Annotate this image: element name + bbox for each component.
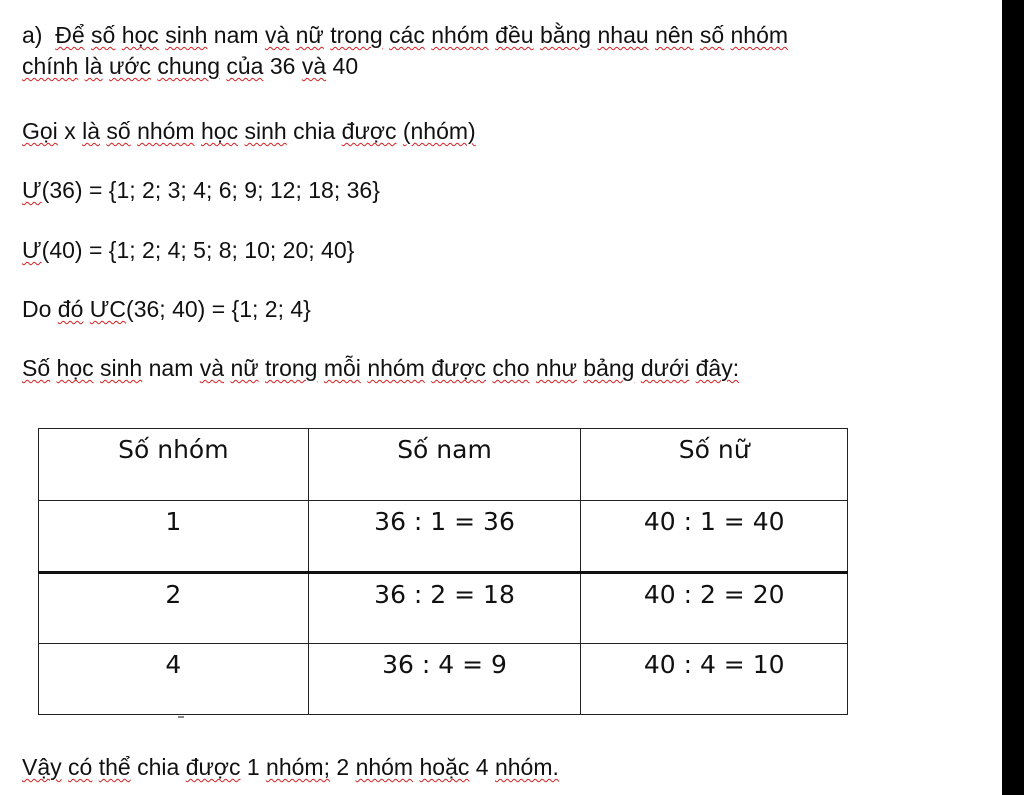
boys-cell: 36 : 2 = 18	[308, 573, 581, 644]
word: số	[91, 22, 116, 48]
window-edge	[1002, 0, 1024, 795]
conclusion-line	[22, 752, 559, 783]
intro-line-2	[22, 51, 788, 82]
word: trong	[330, 22, 383, 48]
word: và	[301, 53, 327, 79]
word: nhóm	[367, 355, 425, 381]
word: học	[121, 22, 159, 48]
group-count-cell: 1	[39, 501, 309, 573]
word: (nhóm)	[402, 118, 476, 144]
word: các	[389, 22, 425, 48]
word: nam	[148, 355, 194, 381]
word: 4	[475, 754, 489, 780]
word: mỗi	[323, 355, 361, 381]
word: của	[226, 53, 264, 79]
word: 1	[246, 754, 260, 780]
boys-cell: 36 : 4 = 9	[308, 644, 581, 715]
divisor-set: (40) = {1; 2; 4; 5; 8; 10; 20; 40}	[41, 237, 355, 263]
divisor-symbol: Ư	[22, 237, 42, 263]
stray-mark	[178, 716, 184, 718]
word: nhóm	[730, 22, 789, 48]
boys-cell: 36 : 1 = 36	[308, 501, 581, 573]
common-divisor-symbol: ƯC	[89, 296, 127, 322]
word: chia	[293, 118, 336, 144]
word: số	[106, 118, 131, 144]
word: sinh	[165, 22, 208, 48]
word: đều	[495, 22, 534, 48]
table-header-row	[39, 429, 848, 501]
word: dưới	[640, 355, 690, 381]
word: 36	[269, 53, 296, 79]
girls-cell: 40 : 2 = 20	[581, 573, 848, 644]
word: có	[68, 754, 93, 780]
word: nhau	[597, 22, 649, 48]
word: Vậy	[22, 754, 62, 780]
divisor-symbol: Ư	[22, 177, 42, 203]
word: Số	[22, 355, 51, 381]
word: được	[431, 355, 487, 381]
word: trong	[265, 355, 318, 381]
word: nhóm;	[266, 754, 330, 780]
word: được	[185, 754, 241, 780]
table-row	[39, 573, 848, 644]
groups-table	[38, 428, 848, 715]
word: học	[56, 355, 94, 381]
table-intro-line	[22, 353, 739, 384]
word: và	[264, 22, 290, 48]
word: ước	[108, 53, 151, 79]
word: thể	[98, 754, 131, 780]
word: đây:	[695, 355, 740, 381]
word: nên	[655, 22, 694, 48]
word: là	[84, 53, 103, 79]
word: 40	[332, 53, 359, 79]
word: sinh	[244, 118, 287, 144]
word: số	[699, 22, 725, 48]
word: nhóm.	[494, 754, 559, 780]
word: bằng	[539, 22, 592, 48]
divisors-36-line	[22, 175, 380, 206]
common-divisor-set: (36; 40) = {1; 2; 4}	[126, 296, 311, 322]
word: 2	[336, 754, 350, 780]
word: nhóm	[137, 118, 195, 144]
word: sinh	[100, 355, 143, 381]
divisors-40-line	[22, 235, 354, 266]
word: chính	[22, 53, 79, 79]
word: chung	[157, 53, 220, 79]
divisor-set: (36) = {1; 2; 3; 4; 6; 9; 12; 18; 36}	[41, 177, 380, 203]
header-group-count: Số nhóm	[39, 429, 309, 501]
word: nữ	[295, 22, 324, 48]
word: là	[82, 118, 100, 144]
header-boys: Số nam	[308, 429, 581, 501]
table-row	[39, 644, 848, 715]
part-label: a)	[22, 22, 43, 48]
header-girls: Số nữ	[581, 429, 848, 501]
girls-cell: 40 : 4 = 10	[581, 644, 848, 715]
word: học	[201, 118, 239, 144]
word: x	[64, 118, 76, 144]
word: đó	[57, 296, 84, 322]
word: Gọi	[22, 118, 58, 144]
assumption-line	[22, 116, 476, 147]
word: bảng	[583, 355, 635, 381]
word: Do	[22, 296, 52, 322]
word: hoặc	[419, 754, 470, 780]
word: và	[199, 355, 225, 381]
word: nam	[213, 22, 259, 48]
common-divisors-line	[22, 294, 311, 325]
word: chia	[137, 754, 180, 780]
word: Để	[55, 22, 85, 48]
group-count-cell: 4	[39, 644, 309, 715]
word: nhóm	[431, 22, 489, 48]
group-count-cell: 2	[39, 573, 309, 644]
girls-cell: 40 : 1 = 40	[581, 501, 848, 573]
intro-line-1	[22, 20, 788, 51]
table-row	[39, 501, 848, 573]
word: như	[535, 355, 577, 381]
word: được	[341, 118, 397, 144]
word: nhóm	[355, 754, 414, 780]
word: cho	[492, 355, 530, 381]
word: nữ	[230, 355, 259, 381]
intro-paragraph	[22, 20, 788, 82]
